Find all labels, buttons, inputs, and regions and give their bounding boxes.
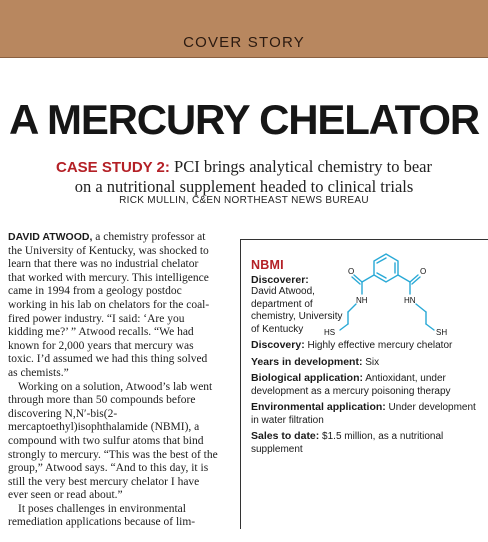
fact-value: Antioxidant, under development as a mercury poisoning therapy <box>251 373 451 397</box>
article-paragraph-3: It poses challenges in environmental remediation applications because of lim- <box>8 502 196 529</box>
bond <box>426 324 434 330</box>
deck <box>0 157 488 196</box>
bond <box>348 304 356 312</box>
fact-environmental <box>251 401 479 427</box>
bond <box>398 275 410 282</box>
deck-line-2: on a nutritional supplement headed to clinical trials <box>74 177 414 196</box>
discoverer-value: David Atwood, department of chemistry, University of Kentucky <box>251 286 343 335</box>
carbonyl-bond <box>354 275 362 282</box>
fact-label: Sales to date: <box>251 430 320 442</box>
discoverer-label: Discoverer: <box>251 274 309 286</box>
fact-value: Highly effective mercury chelator <box>304 340 453 351</box>
article-paragraph-1 <box>8 231 218 381</box>
atom-oxygen-right: O <box>420 267 427 276</box>
case-study-label: CASE STUDY 2: <box>55 159 170 176</box>
fact-label: Environmental application: <box>251 401 386 413</box>
lead-name: DAVID ATWOOD, <box>8 231 93 243</box>
fact-discovery <box>251 339 479 353</box>
fact-value: $1.5 million, as a nutritional supplement <box>251 431 444 455</box>
deck-text-1: PCI brings analytical chemistry to bear <box>169 157 433 176</box>
fact-label: Years in development: <box>251 355 363 368</box>
bond <box>416 304 426 312</box>
article-paragraph-2: Working on a solution, Atwood’s lab went through more than 50 compounds before discovering N,N′-bis(2-mercaptoethyl)isophthalamide (NBMI), a compound with two sulfur atoms that bind strongly to mercury. “This was the best of the group,” Atwood says. “And to this day, it is still the very best mercury chelator I have ever seen or read about.” <box>8 380 218 502</box>
fact-box-title: NBMI <box>251 258 284 272</box>
page-title: A MERCURY CHELATOR <box>9 96 479 143</box>
atom-hn-right: HN <box>404 296 416 305</box>
carbonyl-bond <box>352 277 360 284</box>
article-body <box>8 231 218 530</box>
bond <box>340 324 348 330</box>
fact-value: Six <box>362 356 380 368</box>
molecule-bonds <box>340 254 434 330</box>
atom-nh-left: NH <box>356 296 368 305</box>
fact-biological <box>251 372 479 398</box>
atom-sh-right: SH <box>436 328 448 337</box>
section-banner <box>0 0 488 58</box>
bond <box>362 275 374 282</box>
carbonyl-bond <box>410 275 418 282</box>
fact-value: Under development in water filtration <box>251 402 476 426</box>
byline: RICK MULLIN, C&EN NORTHEAST NEWS BUREAU <box>119 195 369 206</box>
fact-label: Discovery: <box>251 339 305 351</box>
atom-sh-left: HS <box>324 328 336 337</box>
section-label: COVER STORY <box>183 34 305 51</box>
paragraph-1-text: a chemistry professor at the University of Kentucky, was shocked to learn that there was no industrial chelator that worked with mercury. This intelligence came in 1994 from a geology postdoc working in his lab on chelators for the coal-fired power industry. “I said: ‘Are you kidding me?’ ” Atwood recalls. “We had known for 2,000 years that mercury was toxic. I’d assumed we had this thing solved as chemists.” <box>8 231 210 379</box>
fact-years <box>251 356 479 370</box>
deck-line-1 <box>0 157 488 177</box>
atom-oxygen-left: O <box>348 267 355 276</box>
nbmi-structure-diagram <box>318 252 488 338</box>
fact-label: Biological application: <box>251 372 364 384</box>
fact-sales <box>251 430 479 456</box>
carbonyl-bond <box>412 277 420 284</box>
